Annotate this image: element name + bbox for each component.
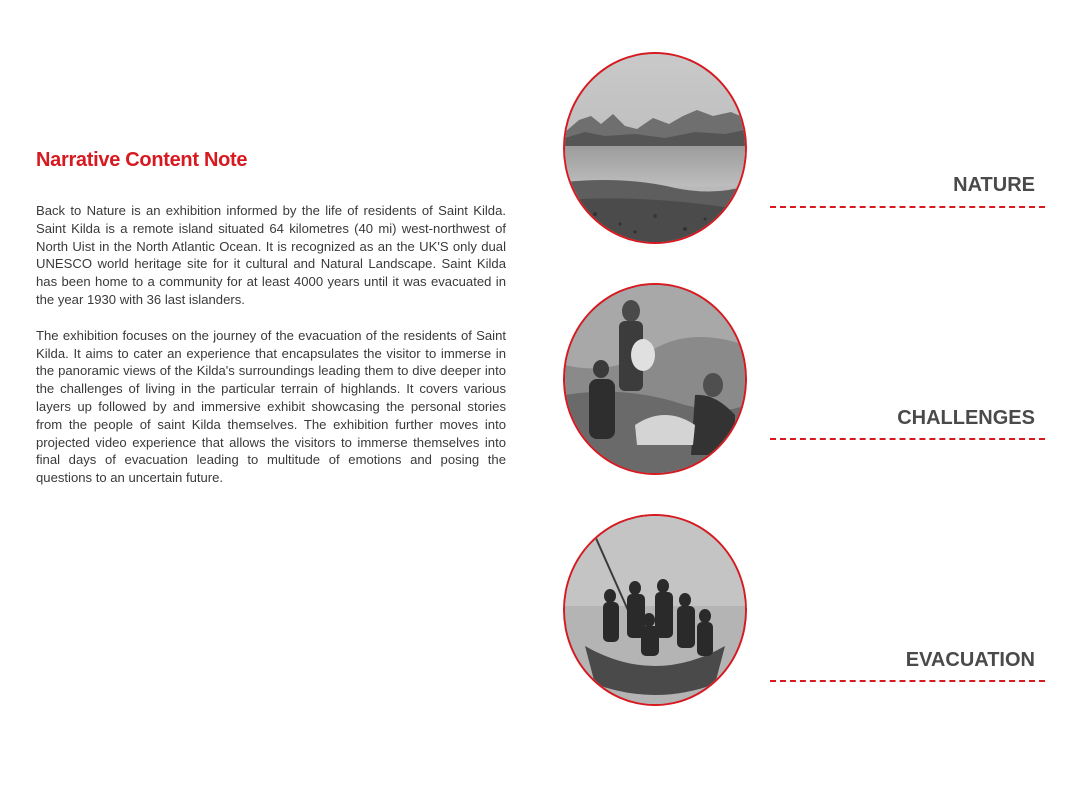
note-paragraph-1: Back to Nature is an exhibition informed by the life of residents of Saint Kilda. Saint Kilda is a remote island situated 64 kilometres (40 mi) west-northwest of North Uist in the North Atlantic Ocean. It is recognized as an the UK'S only dual UNESCO world heritage site for it cultural and Natural Landscape. Saint Kilda has been home to a community for at least 4000 years until it was evacuated in the year 1930 with 36 last islanders. — [36, 203, 506, 307]
note-body — [36, 202, 506, 505]
nature-photo — [563, 52, 747, 244]
section-label-nature: NATURE — [953, 174, 1035, 196]
challenges-photo — [563, 283, 747, 475]
note-title: Narrative Content Note — [36, 149, 248, 171]
challenges-divider — [770, 438, 1045, 440]
section-label-evacuation: EVACUATION — [905, 649, 1035, 671]
evacuation-divider — [770, 680, 1045, 682]
note-paragraph-2: The exhibition focuses on the journey of the evacuation of the residents of Saint Kilda. It aims to cater an experience that encapsulates the visitor to immerse in the panoramic views of the Kilda's surroundings leading them to dive deeper into the challenges of living in the particular terrain of highlands. It covers various layers up followed by and immersive exhibit showcasing the personal stories from the people of saint Kilda themselves. The exhibition further moves into projected video experience that allows the visitors to immerse themselves into final days of evacuation leading to multitude of emotions and posing the questions to an uncertain future. — [36, 327, 506, 486]
evacuation-photo — [563, 514, 747, 706]
nature-divider — [770, 206, 1045, 208]
section-label-challenges: CHALLENGES — [897, 407, 1035, 429]
